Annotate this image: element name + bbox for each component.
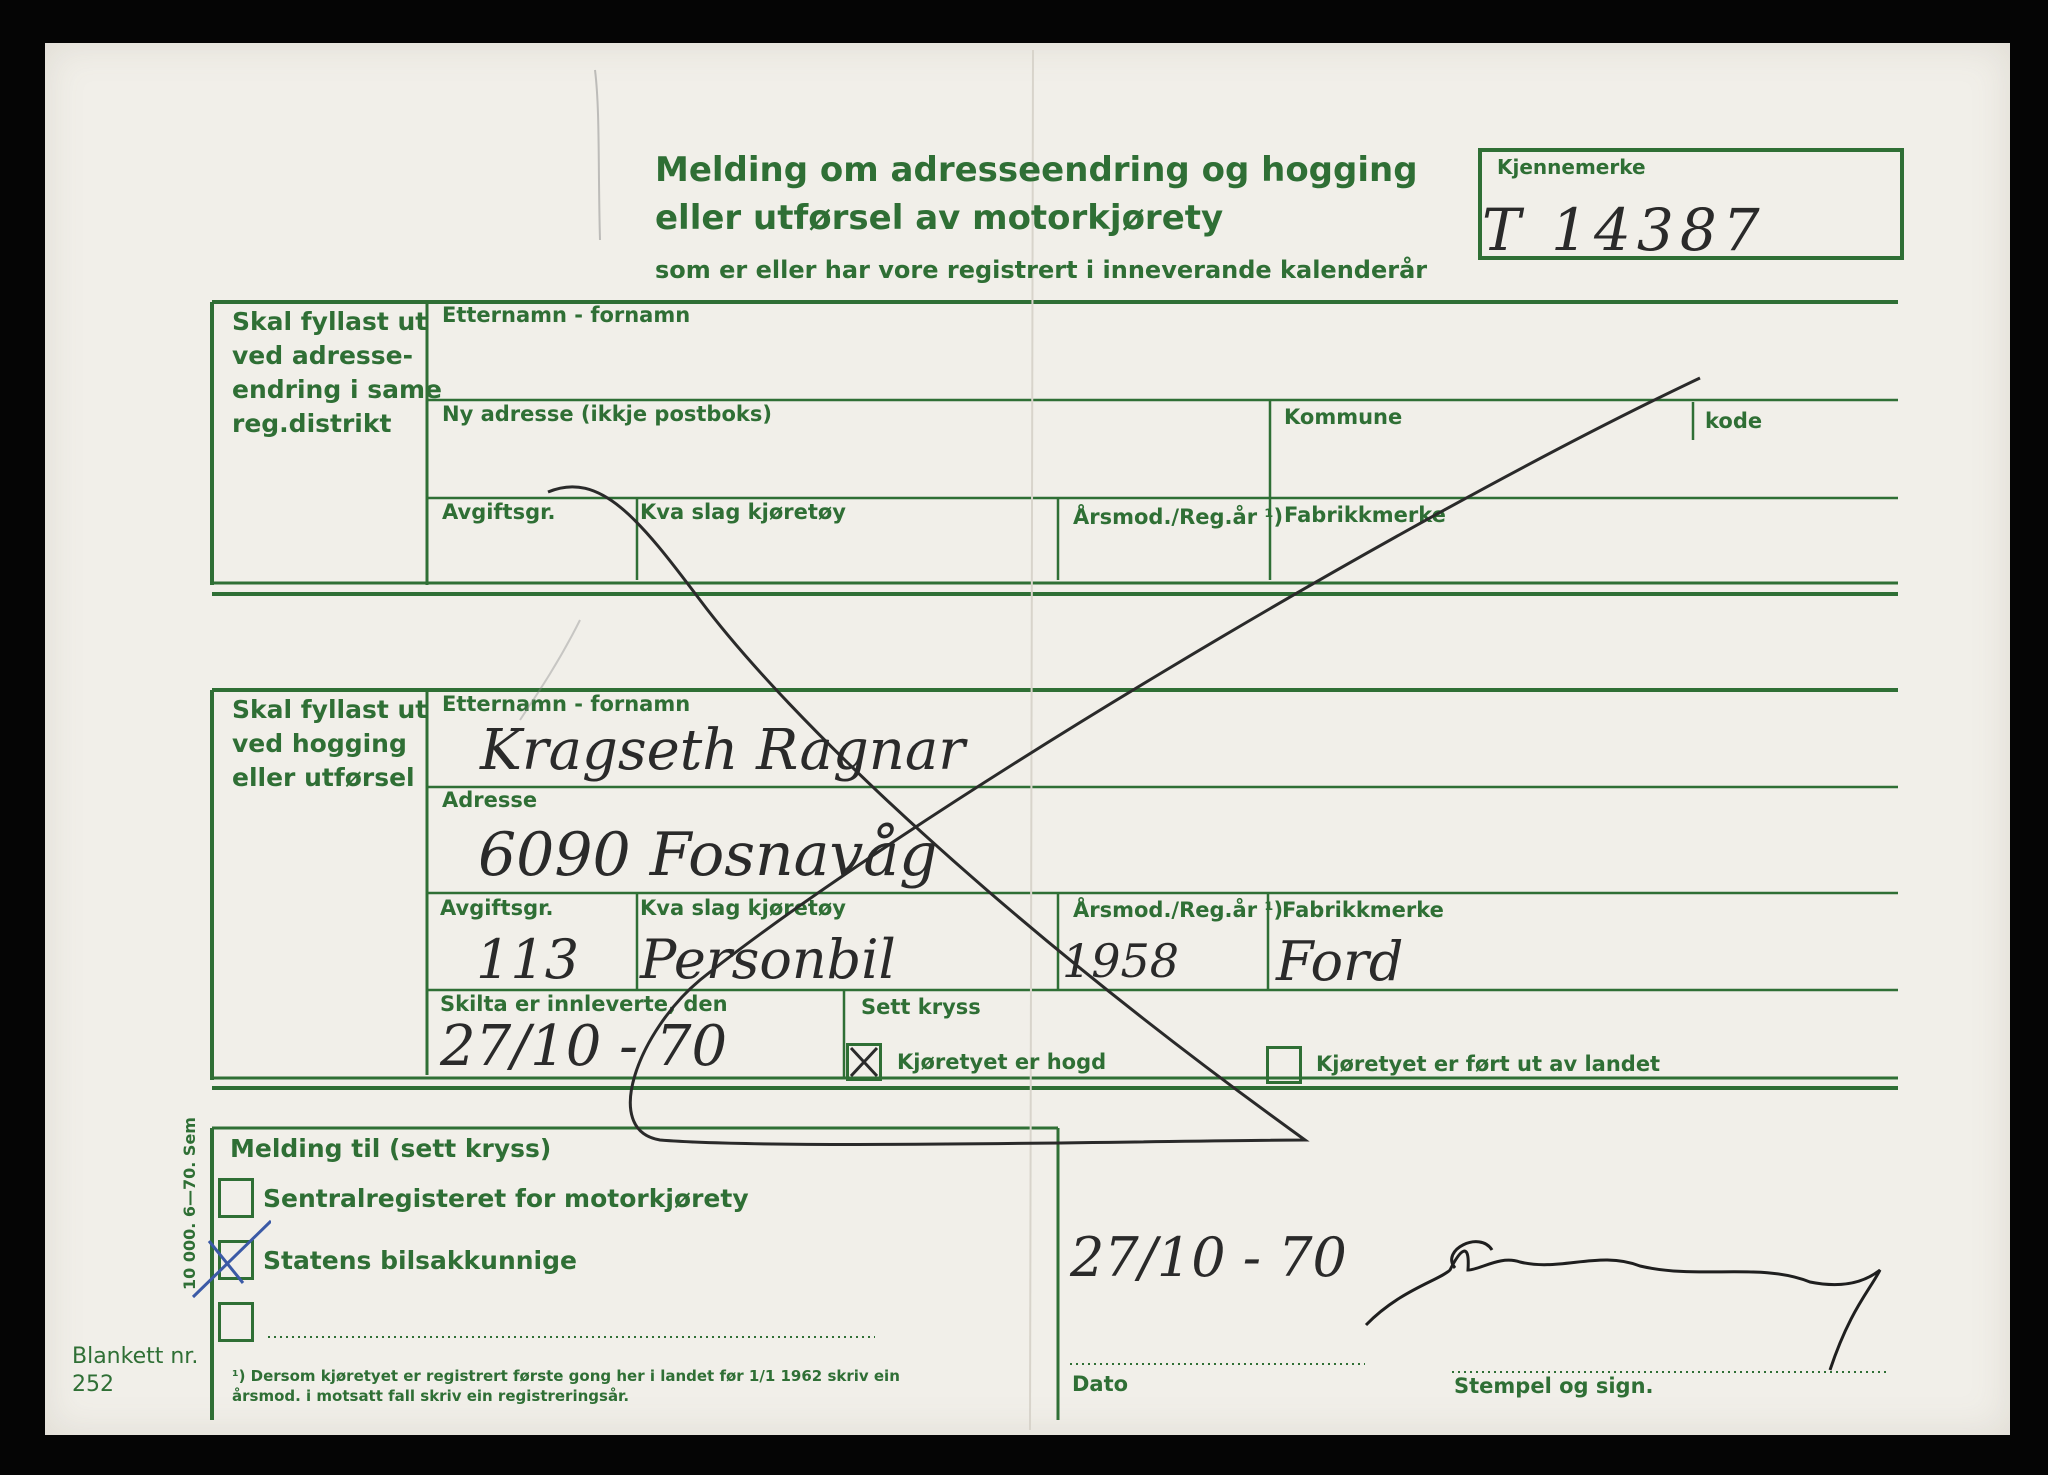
section2-skilta-label: Skilta er innleverte, den bbox=[440, 992, 728, 1016]
dato-label: Dato bbox=[1072, 1372, 1129, 1396]
registration-value[interactable]: T 14387 bbox=[1482, 196, 1766, 264]
section2-avgift-value[interactable]: 113 bbox=[476, 928, 580, 991]
hogd-label: Kjøretyet er hogd bbox=[897, 1050, 1107, 1074]
section2-avgift-label: Avgiftsgr. bbox=[440, 896, 554, 920]
section1-arsmod-label: Årsmod./Reg.år ¹) bbox=[1073, 505, 1284, 529]
opt2-checkbox[interactable] bbox=[218, 1240, 254, 1280]
section2-fabrikk-label: Fabrikkmerke bbox=[1282, 898, 1444, 922]
section2-side-label bbox=[232, 693, 427, 795]
section1-kommune-label: Kommune bbox=[1284, 405, 1403, 429]
section2-side-line2: ved hogging bbox=[232, 729, 407, 758]
section2-side-line1: Skal fyllast ut bbox=[232, 695, 428, 724]
section2-arsmod-label: Årsmod./Reg.år ¹) bbox=[1073, 898, 1284, 922]
opt1-checkbox[interactable] bbox=[218, 1178, 254, 1218]
fort-ut-checkbox[interactable] bbox=[1266, 1046, 1302, 1084]
blankett-label: Blankett nr. bbox=[72, 1344, 199, 1369]
fort-ut-label: Kjøretyet er ført ut av landet bbox=[1316, 1052, 1661, 1076]
section1-fabrikk-label: Fabrikkmerke bbox=[1284, 503, 1446, 527]
section1-kjoretoy-label: Kva slag kjøretøy bbox=[640, 500, 847, 524]
section1-side-line1: Skal fyllast ut bbox=[232, 307, 428, 336]
section2-kjoretoy-value[interactable]: Personbil bbox=[640, 928, 896, 991]
opt1-label: Sentralregisteret for motorkjørety bbox=[263, 1184, 749, 1213]
section2-kjoretoy-label: Kva slag kjøretøy bbox=[640, 896, 847, 920]
section1-side-line3: endring i same bbox=[232, 375, 442, 404]
section2-skilta-value[interactable]: 27/10 - 70 bbox=[440, 1014, 728, 1079]
dato-value[interactable]: 27/10 - 70 bbox=[1070, 1226, 1347, 1289]
section1-side-label bbox=[232, 305, 442, 441]
form-subtitle: som er eller har vore registrert i inneverande kalenderår bbox=[655, 256, 1428, 284]
section2-fabrikk-value[interactable]: Ford bbox=[1276, 930, 1404, 993]
blankett-number: 252 bbox=[72, 1372, 114, 1397]
section2-name-label: Etternamn - fornamn bbox=[442, 692, 691, 716]
section2-side-line3: eller utførsel bbox=[232, 763, 415, 792]
footnote-line2: årsmod. i motsatt fall skriv ein registreringsår. bbox=[232, 1387, 630, 1405]
hogd-checkmark bbox=[849, 1046, 879, 1078]
stempel-label: Stempel og sign. bbox=[1454, 1374, 1654, 1398]
form-title-line1: Melding om adresseendring og hogging bbox=[655, 150, 1418, 190]
hogd-checkbox[interactable] bbox=[846, 1043, 882, 1081]
melding-label: Melding til (sett kryss) bbox=[230, 1134, 552, 1163]
section2-arsmod-value[interactable]: 1958 bbox=[1062, 934, 1180, 988]
section2-address-label: Adresse bbox=[442, 788, 538, 812]
section2-address-value[interactable]: 6090 Fosnavåg bbox=[478, 820, 938, 890]
section1-side-line2: ved adresse- bbox=[232, 341, 413, 370]
footnote-line1: ¹) Dersom kjøretyet er registrert første gong her i landet før 1/1 1962 skriv ein bbox=[232, 1367, 900, 1385]
opt3-checkbox[interactable] bbox=[218, 1302, 254, 1342]
section2-sett-kryss-label: Sett kryss bbox=[861, 995, 981, 1019]
opt2-checkmark bbox=[191, 1213, 271, 1303]
opt2-label: Statens bilsakkunnige bbox=[263, 1246, 577, 1275]
section1-avgift-label: Avgiftsgr. bbox=[442, 500, 556, 524]
section1-kode-label: kode bbox=[1705, 409, 1763, 433]
section2-name-value[interactable]: Kragseth Ragnar bbox=[480, 718, 965, 783]
print-code: 10 000. 6—70. Sem bbox=[180, 1117, 199, 1290]
registration-label: Kjennemerke bbox=[1497, 155, 1646, 179]
form-title-line2: eller utførsel av motorkjørety bbox=[655, 198, 1224, 238]
section1-name-label: Etternamn - fornamn bbox=[442, 303, 691, 327]
section1-address-label: Ny adresse (ikkje postboks) bbox=[442, 402, 772, 426]
section1-side-line4: reg.distrikt bbox=[232, 409, 392, 438]
